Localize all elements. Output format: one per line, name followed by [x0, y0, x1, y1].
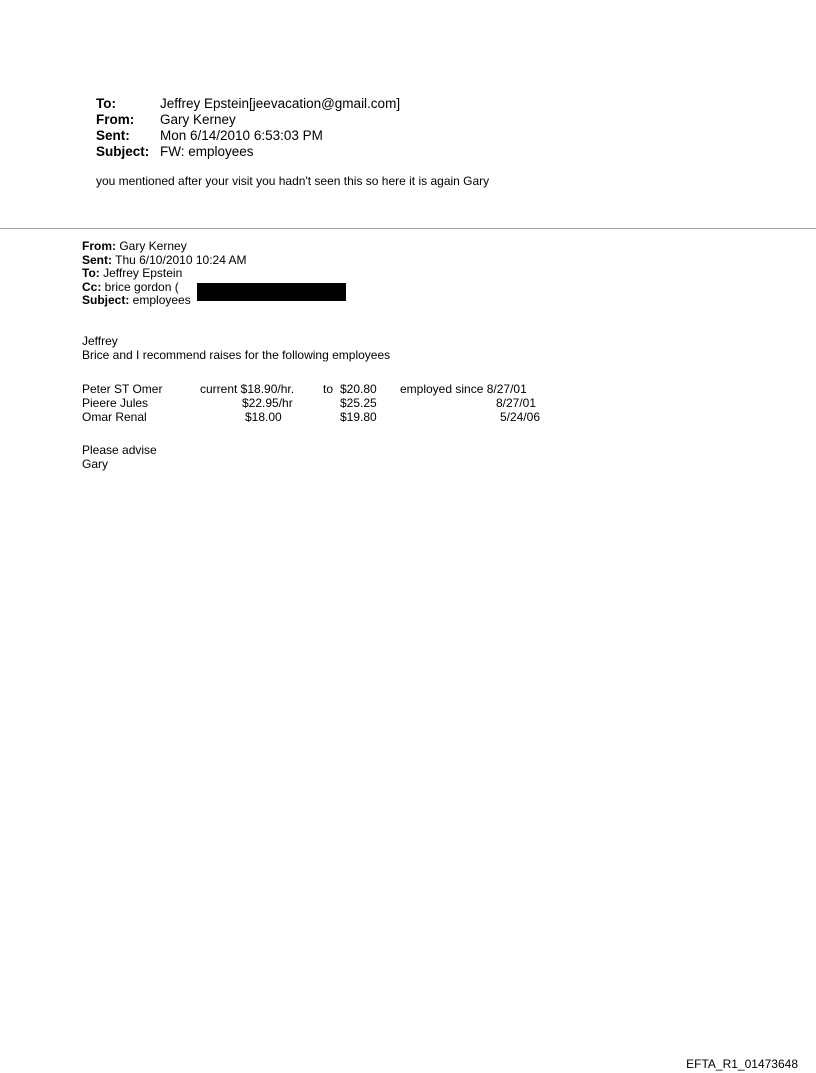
header-to-row — [96, 96, 400, 112]
employed-since: 5/24/06 — [499, 410, 540, 424]
from-value: Gary Kerney — [160, 112, 236, 127]
employed-since: 8/27/01 — [495, 396, 536, 410]
orig-sent-label: Sent: — [82, 252, 112, 267]
forward-email-header — [96, 96, 400, 160]
header-sent-row — [96, 128, 400, 144]
subject-value: FW: employees — [160, 144, 254, 159]
orig-to-row — [82, 267, 247, 281]
email-body — [82, 334, 390, 362]
current-rate: $18.00 — [245, 410, 282, 424]
redaction-box — [197, 283, 346, 301]
forward-note: you mentioned after your visit you hadn't seen this so here it is again Gary — [96, 174, 490, 188]
orig-subject-label: Subject: — [82, 293, 130, 307]
orig-from-value: Gary Kerney — [116, 239, 187, 253]
employee-name: Omar Renal — [82, 410, 147, 424]
orig-to-label: To: — [82, 266, 100, 280]
bates-number: EFTA_R1_01473648 — [686, 1057, 798, 1071]
current-rate: current $18.90/hr. — [200, 382, 295, 396]
to-label: To: — [96, 96, 116, 111]
orig-from-row — [82, 240, 247, 254]
signoff-name: Gary — [82, 457, 109, 471]
new-rate: $25.25 — [340, 396, 377, 410]
new-rate: $19.80 — [340, 410, 377, 424]
intro-line: Brice and I recommend raises for the following employees — [82, 348, 391, 362]
signoff-line: Please advise — [82, 443, 157, 457]
greeting: Jeffrey — [82, 334, 118, 348]
sent-label: Sent: — [96, 128, 130, 143]
separator-line — [0, 228, 816, 229]
to-value: Jeffrey Epstein[jeevacation@gmail.com] — [160, 96, 401, 111]
orig-from-label: From: — [82, 239, 116, 253]
orig-sent-row — [82, 254, 247, 268]
table-row — [82, 410, 562, 424]
orig-cc-label: Cc: — [82, 279, 102, 294]
orig-cc-value: brice gordon ( — [101, 279, 179, 294]
employee-name: Peter ST Omer — [82, 382, 163, 396]
from-label: From: — [96, 112, 135, 127]
signoff — [82, 443, 157, 471]
table-row — [82, 382, 562, 396]
orig-subject-value: employees — [129, 293, 191, 307]
header-from-row — [96, 112, 400, 128]
sent-value: Mon 6/14/2010 6:53:03 PM — [160, 128, 323, 143]
header-subject-row — [96, 144, 400, 160]
to-word: to — [323, 382, 334, 396]
subject-label: Subject: — [96, 144, 150, 159]
table-row — [82, 396, 562, 410]
employee-table — [82, 382, 562, 424]
orig-sent-value: Thu 6/10/2010 10:24 AM — [112, 252, 247, 267]
current-rate: $22.95/hr — [242, 396, 293, 410]
orig-to-value: Jeffrey Epstein — [99, 266, 183, 280]
employee-name: Pieere Jules — [82, 396, 149, 410]
new-rate: $20.80 — [340, 382, 377, 396]
employed-since: employed since 8/27/01 — [400, 382, 527, 396]
